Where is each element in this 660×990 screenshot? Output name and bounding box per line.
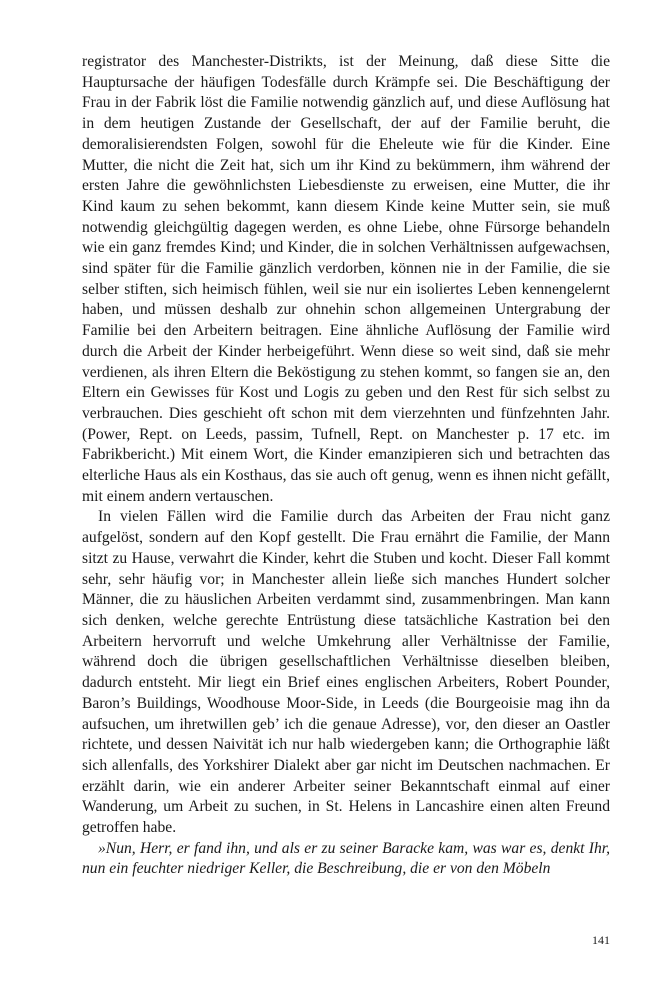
paragraph-3-quote: »Nun, Herr, er fand ihn, und als er zu seiner Baracke kam, was war es, denkt Ihr, nun ein feuchter niedriger Keller, die Beschreibung, die er von den Möbeln (82, 839, 610, 878)
page-number: 141 (592, 933, 610, 947)
paragraph-2: In vielen Fällen wird die Familie durch das Arbeiten der Frau nicht ganz aufgelöst, sondern auf den Kopf gestellt. Die Frau ernährt die Familie, der Mann sitzt zu Hause, verwahrt die Kinder, kehrt die Stuben und kocht. Dieser Fall kommt sehr, sehr häufig vor; in Manchester allein ließe sich manches Hundert solcher Männer, die zu häuslichen Arbeiten verdammt sind, zusammenbringen. Man kann sich denken, welche gerechte Entrüstung diese tatsächliche Kastration bei den Arbeitern hervorruft und welche Umkehrung aller Verhältnisse der Familie, während doch die übrigen gesellschaftlichen Verhältnisse dieselben bleiben, dadurch entsteht. Mir liegt ein Brief eines englischen Arbeiters, Robert Pounder, Baron’s Buildings, Woodhouse Moor-Side, in Leeds (die Bourgeoisie mag ihn da aufsuchen, um ihretwillen geb’ ich die genaue Adresse), vor, den dieser an Oastler richtete, und dessen Naivität ich nur halb wiedergeben kann; die Orthographie läßt sich allenfalls, des Yorkshirer Dialekt aber gar nicht im Deutschen nachmachen. Er erzählt darin, wie ein anderer Arbeiter seiner Bekanntschaft einmal auf einer Wanderung, um Arbeit zu suchen, in St. Helens in Lancashire einen alten Freund getroffen habe. (82, 508, 610, 837)
paragraph-1: registrator des Manchester-Distrikts, ist der Meinung, daß diese Sitte die Hauptursache der häufigen Todesfälle durch Krämpfe sei. Die Beschäftigung der Frau in der Fabrik löst die Familie notwendig gänzlich auf, und diese Auflösung hat in dem heutigen Zustande der Gesellschaft, der auf der Familie beruht, die demoralisierendsten Folgen, sowohl für die Eheleute wie für die Kinder. Eine Mutter, die nicht die Zeit hat, sich um ihr Kind zu bekümmern, ihm während der ersten Jahre die gewöhnlichsten Liebesdienste zu erweisen, eine Mutter, die ihr Kind kaum zu sehen bekommt, kann diesem Kinde keine Mutter sein, sie muß notwendig gleichgültig dagegen werden, es ohne Liebe, ohne Fürsorge behandeln wie ein ganz fremdes Kind; und Kinder, die in solchen Verhältnissen aufgewachsen, sind später für die Familie gänzlich verdorben, können nie in der Familie, die sie selber stiften, sich heimisch fühlen, weil sie nur ein isoliertes Leben kennengelernt haben, und müssen deshalb zur ohnehin schon allgemeinen Untergrabung der Familie bei den Arbeitern beitragen. Eine ähnliche Auflösung der Familie wird durch die Arbeit der Kinder herbeigeführt. Wenn diese so weit sind, daß sie mehr verdienen, als ihren Eltern die Beköstigung zu stehen kommt, so fangen sie an, den Eltern ein Gewisses für Kost und Logis zu geben und den Rest für sich selbst zu verbrauchen. Dies geschieht oft schon mit dem vierzehnten und fünfzehnten Jahr. (Power, Rept. on Leeds, passim, Tufnell, Rept. on Manchester p. 17 etc. im Fabrikbericht.) Mit einem Wort, die Kinder emanzipieren sich und betrachten das elterliche Haus als ein Kosthaus, das sie auch oft genug, wenn es ihnen nicht gefällt, mit einem andern vertauschen. (82, 53, 610, 505)
page-body (82, 52, 610, 880)
